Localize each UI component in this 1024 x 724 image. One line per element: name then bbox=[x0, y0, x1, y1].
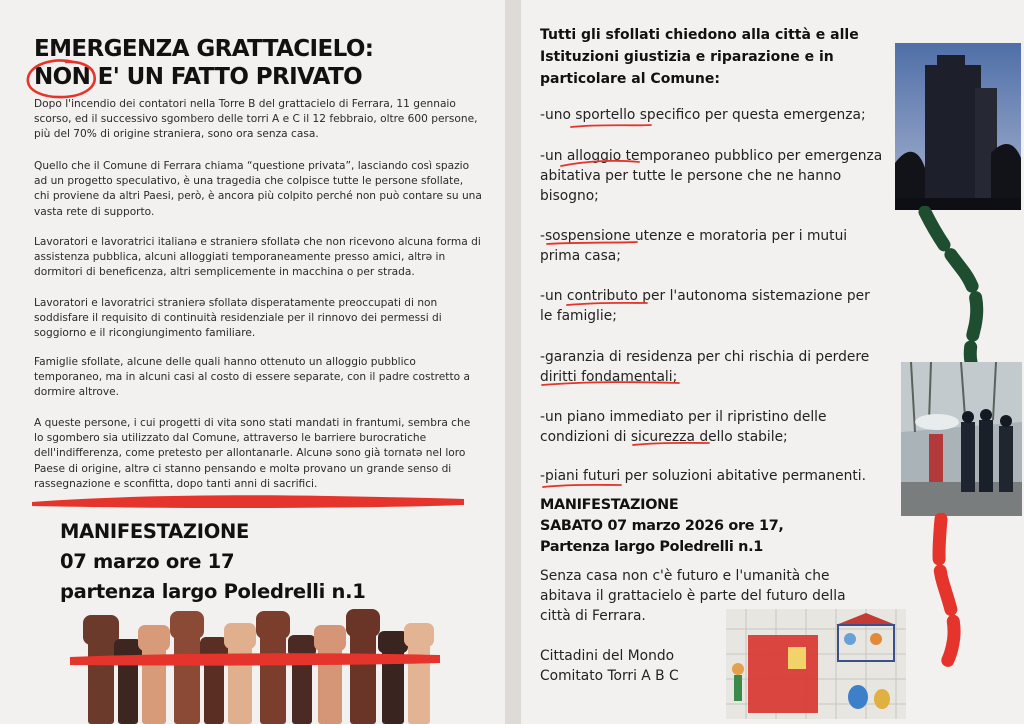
raised-fists-illustration bbox=[70, 605, 440, 724]
paragraph-3: Lavoratori e lavoratrici italianə e stranierə sfollatə che non ricevono alcuna forma di assistenza pubblica, alcuni alloggiati temporaneamente presso amici, altrə in dormitori di beneficenza, altri semplicemente in macchina o per strada. bbox=[34, 236, 481, 279]
headline-line-1: EMERGENZA GRATTACIELO: bbox=[34, 36, 374, 62]
manifestazione-place-left: partenza largo Poledrelli n.1 bbox=[60, 580, 366, 603]
request-item-7: -piani futuri per soluzioni abitative permanenti. bbox=[540, 468, 866, 484]
request-item-2: -un alloggio temporaneo pubblico per emergenza abitativa per tutte le persone che ne hanno bisogno; bbox=[540, 148, 883, 204]
underline-sportello bbox=[571, 125, 651, 127]
underline-contributo bbox=[567, 303, 647, 305]
manifestazione-place-right: Partenza largo Poledrelli n.1 bbox=[540, 539, 764, 555]
request-item-3: -sospensione utenze e moratoria per i mutui prima casa; bbox=[540, 228, 848, 264]
closing-text: Senza casa non c'è futuro e l'umanità che abitava il grattacielo è parte del futuro della città di Ferrara. bbox=[540, 568, 846, 624]
paragraph-5: Famiglie sfollate, alcune delle quali hanno ottenuto un alloggio pubblico temporaneo, ma in alcuni casi al costo di essere separate, con il padre costretto a dormire altrove. bbox=[34, 356, 470, 399]
underline-sospensione bbox=[547, 242, 637, 244]
request-item-5: -garanzia di residenza per chi rischia di perdere diritti fondamentali; bbox=[540, 349, 870, 385]
manifestazione-date-left: 07 marzo ore 17 bbox=[60, 550, 235, 573]
left-page bbox=[0, 0, 505, 724]
paragraph-4: Lavoratori e lavoratrici stranierə sfollatə disperatamente preoccupati di non soddisfare il requisito di continuità residenziale per il rinnovo dei permessi di soggiorno e il ricongiungimento familiare. bbox=[34, 297, 442, 340]
manifestazione-title-right: MANIFESTAZIONE bbox=[540, 497, 679, 513]
signature-line-1: Cittadini del Mondo bbox=[540, 648, 675, 664]
underline-sicurezza bbox=[633, 443, 709, 445]
paragraph-2: Quello che il Comune di Ferrara chiama “questione privata”, lasciando così spazio ad un progetto speculativo, è una tragedia che colpisce tutte le persone sfollate, chi proviene da altri Paesi, però, è ancora più colpito perché non può contare su una vasta rete di supporto. bbox=[34, 160, 482, 218]
underline-alloggio bbox=[561, 161, 639, 166]
requests-intro: Tutti gli sfollati chiedono alla città e alle Istituzioni giustizia e riparazione e in particolare al Comune: bbox=[540, 27, 859, 87]
underline-diritti bbox=[542, 382, 679, 385]
request-item-6: -un piano immediato per il ripristino delle condizioni di sicurezza dello stabile; bbox=[540, 409, 827, 445]
manifestazione-title-left: MANIFESTAZIONE bbox=[60, 520, 250, 543]
headline-rest: E' UN FATTO PRIVATO bbox=[90, 64, 363, 90]
paragraph-6: A queste persone, i cui progetti di vita sono stati mandati in frantumi, sembra che lo sgombero sia utilizzato dal Comune, attraverso le barriere burocratiche dell'indifferenza, come pretesto per allontanarle. Alcunə sono già tornatə nel loro Paese di origine, altrə ci stanno pensando e moltə provano un grande senso di rassegnazione e sconfitta, dopo tanti anni di sacrifici. bbox=[34, 417, 471, 490]
green-arrow bbox=[917, 206, 1007, 364]
request-item-1: -uno sportello specifico per questa emergenza; bbox=[540, 107, 866, 123]
children-drawing-photo bbox=[726, 609, 906, 719]
underline-piani bbox=[543, 485, 621, 487]
paragraph-1: Dopo l'incendio dei contatori nella Torre B del grattacielo di Ferrara, 11 gennaio scorso, ed il successivo sgombero delle torri A e C il 12 febbraio, oltre 600 persone, più del 70% di origine straniera, sono ora senza casa. bbox=[34, 98, 478, 141]
headline-non: NON bbox=[34, 64, 91, 90]
right-page bbox=[521, 0, 1024, 724]
red-brush-divider bbox=[28, 490, 468, 512]
skyscraper-photo bbox=[895, 43, 1021, 210]
manifestazione-date-right: SABATO 07 marzo 2026 ore 17, bbox=[540, 518, 784, 534]
red-arrow bbox=[917, 513, 1007, 673]
request-item-4: -un contributo per l'autonoma sistemazione per le famiglie; bbox=[540, 288, 870, 324]
red-circle-mark bbox=[22, 56, 102, 102]
signature-line-2: Comitato Torri A B C bbox=[540, 668, 679, 684]
protest-photo bbox=[901, 362, 1022, 516]
